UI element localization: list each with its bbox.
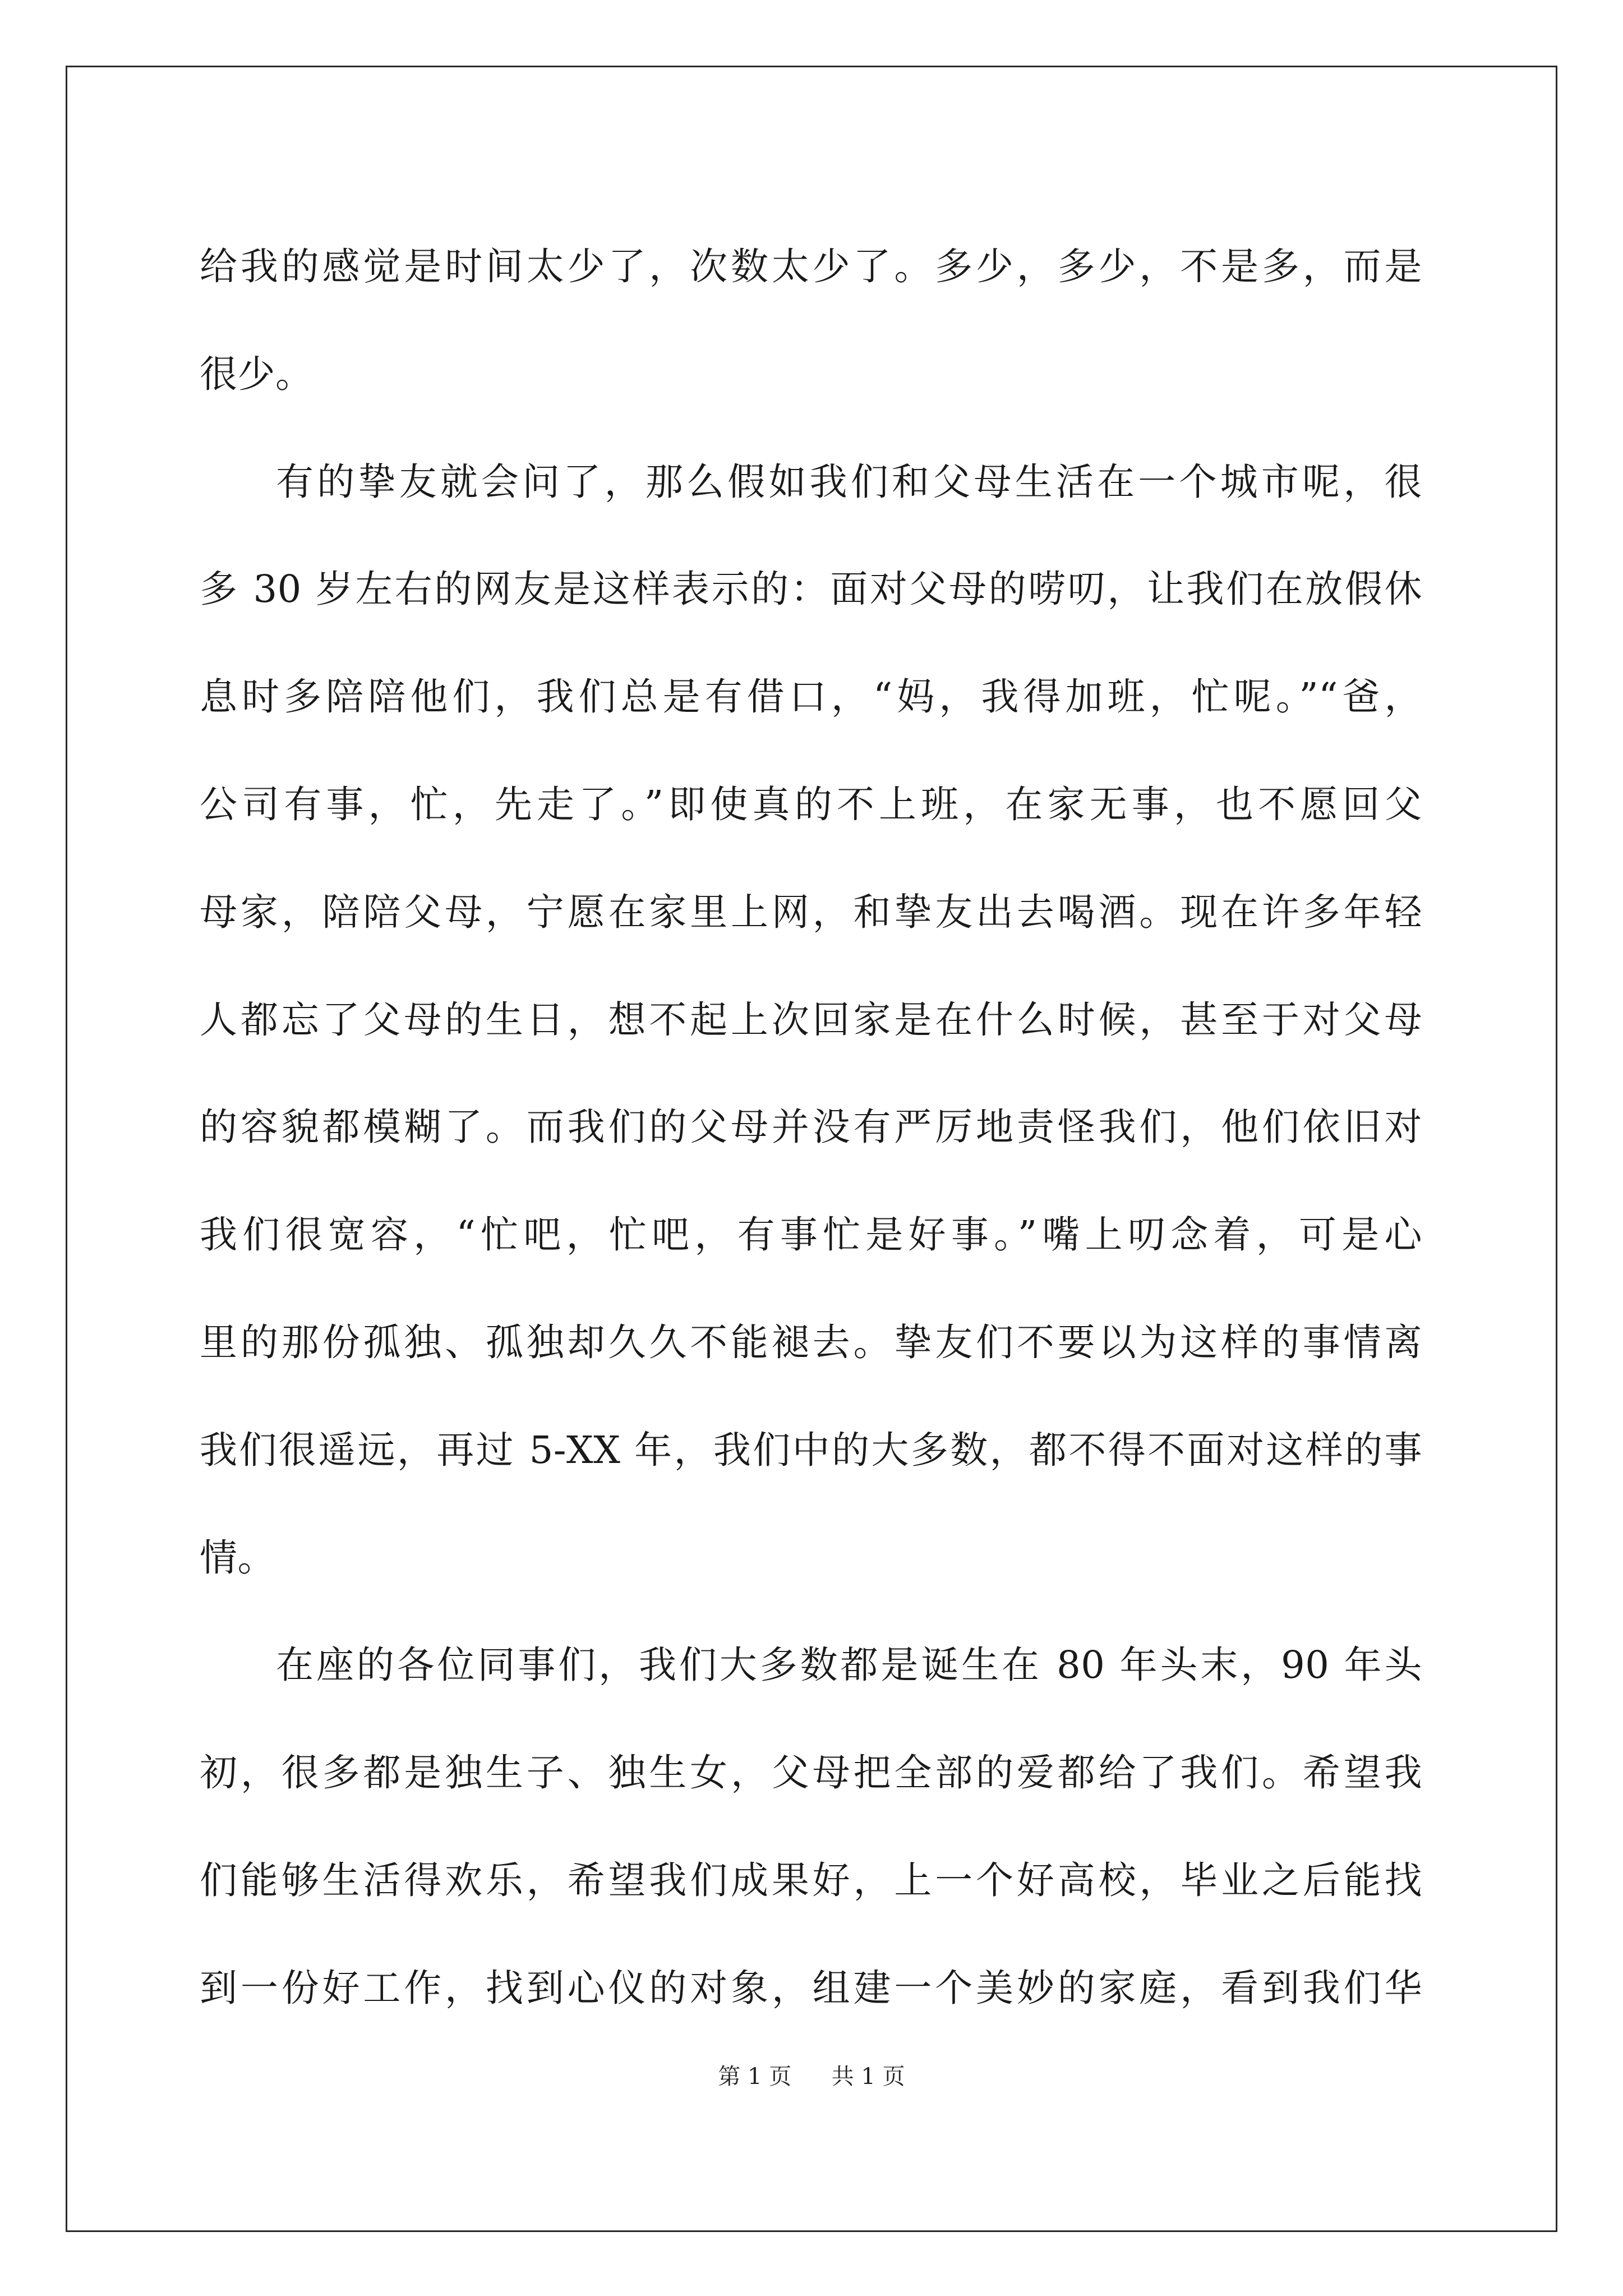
text-line: 到一份好工作，找到心仪的对象，组建一个美妙的家庭，看到我们华	[200, 1966, 1422, 2010]
text-line: 我们很宽容，“忙吧，忙吧，有事忙是好事。”嘴上叨念着，可是心	[200, 1213, 1422, 1257]
text-line: 我们很遥远，再过 5-XX 年，我们中的大多数，都不得不面对这样的事	[200, 1428, 1422, 1472]
text-line: 公司有事，忙，先走了。”即使真的不上班，在家无事，也不愿回父	[200, 782, 1422, 826]
text-line: 多 30 岁左右的网友是这样表示的：面对父母的唠叨，让我们在放假休	[200, 567, 1422, 611]
text-line: 人都忘了父母的生日，想不起上次回家是在什么时候，甚至于对父母	[200, 997, 1422, 1042]
text-line: 里的那份孤独、孤独却久久不能褪去。挚友们不要以为这样的事情离	[200, 1320, 1422, 1364]
text-line: 们能够生活得欢乐，希望我们成果好，上一个好高校，毕业之后能找	[200, 1858, 1422, 1902]
text-line: 息时多陪陪他们，我们总是有借口，“妈，我得加班，忙呢。”“爸，	[200, 675, 1422, 719]
text-line: 母家，陪陪父母，宁愿在家里上网，和挚友出去喝酒。现在许多年轻	[200, 890, 1422, 934]
text-line: 初，很多都是独生子、独生女，父母把全部的爱都给了我们。希望我	[200, 1751, 1422, 1795]
text-line: 有的挚友就会问了，那么假如我们和父母生活在一个城市呢，很	[276, 459, 1422, 504]
document-body	[200, 213, 1422, 2042]
text-line: 情。	[200, 1535, 275, 1580]
text-line: 很少。	[200, 352, 313, 396]
text-line: 的容貌都模糊了。而我们的父母并没有严厉地责怪我们，他们依旧对	[200, 1105, 1422, 1149]
page-number: 第 1 页	[718, 2064, 792, 2090]
page-total: 共 1 页	[831, 2064, 905, 2090]
text-line: 在座的各位同事们，我们大多数都是诞生在 80 年头末，90 年头	[276, 1643, 1422, 1687]
page-footer	[0, 2063, 1623, 2090]
text-line: 给我的感觉是时间太少了，次数太少了。多少，多少，不是多，而是	[200, 245, 1422, 288]
